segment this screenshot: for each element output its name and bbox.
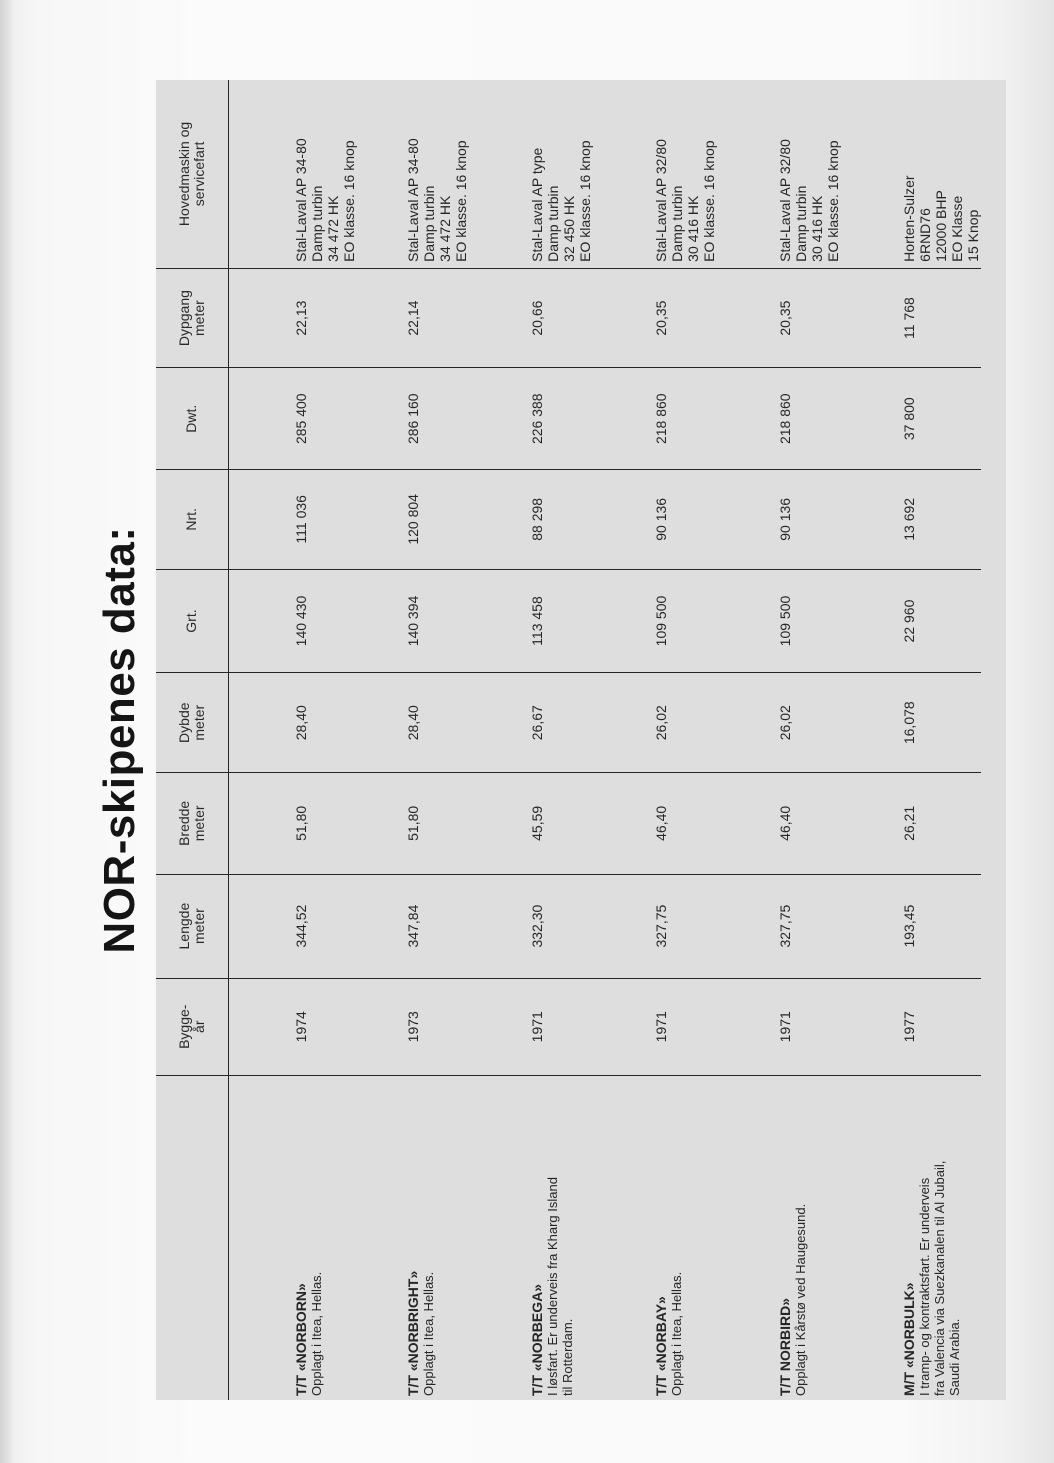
lengde-cell: 344,52 [228,874,357,978]
vessel-cell [481,1075,605,1400]
table-row [228,80,357,1400]
header-dybde [156,673,228,773]
vessel-cell [729,1075,853,1400]
header-hovedmaskin-line-2: servicefart [190,141,207,207]
page-edge-shadow [0,0,14,1463]
vessel-cell [357,1075,481,1400]
engine-cell [605,80,729,268]
header-dybde-line-2: meter [190,704,207,741]
engine-cell [853,80,981,268]
engine-cell [357,80,481,268]
ship-name: T/T «NORBAY» [652,1296,669,1396]
header-dwt-label: Dwt. [183,404,200,433]
bredde-cell: 46,40 [605,772,729,874]
ship-note: Opplagt i Kårstø ved Haugesund. [792,1203,808,1396]
lengde-cell: 327,75 [605,874,729,978]
bredde-cell: 45,59 [481,772,605,874]
engine-line: Damp turbin [544,185,561,262]
header-lengde-line-2: meter [190,908,207,945]
dypgang-cell: 20,35 [729,268,853,368]
ship-name: M/T «NORBULK» [900,1282,917,1396]
lengde-cell: 332,30 [481,874,605,978]
ship-data-table-panel [156,80,1006,1400]
engine-line: EO klasse. 16 knop [452,140,469,262]
byggear-cell: 1977 [853,978,981,1075]
ship-note: fra Valencia via Suezkanalen til Al Jubail, [931,1160,947,1396]
engine-line: EO klasse. 16 knop [340,140,357,262]
header-row [156,80,228,1400]
table-row [729,80,853,1400]
grt-cell: 109 500 [605,569,729,673]
engine-line: Stal-Laval AP type [528,147,545,262]
lengde-cell: 327,75 [729,874,853,978]
engine-line: 15 Knop [964,209,981,262]
ship-note: til Rotterdam. [559,1318,575,1396]
engine-line: 12000 BHP [932,190,949,262]
ship-name: T/T «NORBORN» [292,1283,309,1396]
header-dwt [156,368,228,470]
dypgang-cell: 22,13 [228,268,357,368]
engine-line: EO klasse. 16 knop [576,140,593,262]
dybde-cell: 28,40 [357,673,481,773]
byggear-cell: 1974 [228,978,357,1075]
engine-line: Damp turbin [420,185,437,262]
dybde-cell: 16,078 [853,673,981,773]
ship-data-table [156,80,981,1400]
header-lengde-line-1: Lengde [175,902,192,950]
ship-name: T/T «NORBRIGHT» [404,1270,421,1396]
ship-name: T/T «NORBEGA» [528,1283,545,1396]
header-vessel [156,1075,228,1400]
dypgang-cell: 20,35 [605,268,729,368]
header-lengde [156,874,228,978]
header-byggear [156,978,228,1075]
dybde-cell: 28,40 [228,673,357,773]
header-dybde-line-1: Dybde [175,702,192,743]
bredde-cell: 51,80 [357,772,481,874]
header-dypgang [156,268,228,368]
grt-cell: 113 458 [481,569,605,673]
byggear-cell: 1971 [729,978,853,1075]
vessel-cell [853,1075,981,1400]
header-byggear-line-1: Bygge- [175,1004,192,1049]
header-bredde-line-2: meter [190,805,207,842]
header-byggear-line-2: år [190,1020,207,1033]
header-hovedmaskin [156,80,228,268]
engine-line: Stal-Laval AP 32/80 [652,139,669,262]
table-row [853,80,981,1400]
engine-line: 30 416 HK [684,195,701,262]
nrt-cell: 111 036 [228,470,357,570]
bredde-cell: 26,21 [853,772,981,874]
nrt-cell: 90 136 [729,470,853,570]
nrt-cell: 90 136 [605,470,729,570]
grt-cell: 140 394 [357,569,481,673]
vessel-cell [228,1075,357,1400]
dypgang-cell: 22,14 [357,268,481,368]
engine-cell [729,80,853,268]
ship-note: Opplagt i Itea, Hellas. [420,1271,436,1396]
engine-line: Stal-Laval AP 34-80 [292,138,309,262]
header-dypgang-line-2: meter [190,300,207,336]
header-grt [156,569,228,673]
dwt-cell: 286 160 [357,368,481,470]
header-grt-label: Grt. [183,609,200,633]
grt-cell: 109 500 [729,569,853,673]
ship-note: Opplagt i Itea, Hellas. [668,1271,684,1396]
ship-note: I løsfart. Er underveis fra Kharg Island [544,1177,560,1396]
engine-line: Damp turbin [308,185,325,262]
table-row [357,80,481,1400]
lengde-cell: 347,84 [357,874,481,978]
header-nrt [156,470,228,570]
dwt-cell: 37 800 [853,368,981,470]
engine-line: 32 450 HK [560,195,577,262]
dypgang-cell: 20,66 [481,268,605,368]
dwt-cell: 218 860 [605,368,729,470]
engine-line: Stal-Laval AP 34-80 [404,138,421,262]
ship-note: I tramp- og kontraktsfart. Er underveis [916,1177,932,1396]
engine-line: Damp turbin [668,185,685,262]
grt-cell: 140 430 [228,569,357,673]
bredde-cell: 51,80 [228,772,357,874]
byggear-cell: 1971 [481,978,605,1075]
engine-line: 6RND76 [916,208,933,262]
table-row [605,80,729,1400]
dwt-cell: 218 860 [729,368,853,470]
header-bredde-line-1: Bredde [175,800,192,846]
engine-line: EO Klasse [948,195,965,262]
grt-cell: 22 960 [853,569,981,673]
lengde-cell: 193,45 [853,874,981,978]
ship-note: Saudi Arabia. [946,1318,962,1396]
dybde-cell: 26,67 [481,673,605,773]
engine-line: Stal-Laval AP 32/80 [776,139,793,262]
engine-line: 30 416 HK [808,195,825,262]
ship-note: Opplagt i Itea, Hellas. [308,1271,324,1396]
header-dypgang-line-1: Dypgang [175,290,192,347]
byggear-cell: 1971 [605,978,729,1075]
dybde-cell: 26,02 [729,673,853,773]
header-nrt-label: Nrt. [183,508,200,531]
engine-line: EO klasse. 16 knop [824,140,841,262]
nrt-cell: 13 692 [853,470,981,570]
vessel-cell [605,1075,729,1400]
dwt-cell: 285 400 [228,368,357,470]
engine-line: Horten-Sulzer [900,175,917,262]
header-hovedmaskin-line-1: Hovedmaskin og [175,121,192,227]
nrt-cell: 88 298 [481,470,605,570]
table-row [481,80,605,1400]
dwt-cell: 226 388 [481,368,605,470]
engine-line: Damp turbin [792,185,809,262]
engine-cell [228,80,357,268]
page-title: NOR-skipenes data: [95,526,144,954]
engine-line: 34 472 HK [324,195,341,262]
nrt-cell: 120 804 [357,470,481,570]
bredde-cell: 46,40 [729,772,853,874]
dypgang-cell: 11 768 [853,268,981,368]
dybde-cell: 26,02 [605,673,729,773]
ship-name: T/T NORBIRD» [776,1298,793,1396]
engine-line: EO klasse. 16 knop [700,140,717,262]
engine-line: 34 472 HK [436,195,453,262]
byggear-cell: 1973 [357,978,481,1075]
header-bredde [156,772,228,874]
engine-cell [481,80,605,268]
rotated-page-content [90,80,1010,1400]
